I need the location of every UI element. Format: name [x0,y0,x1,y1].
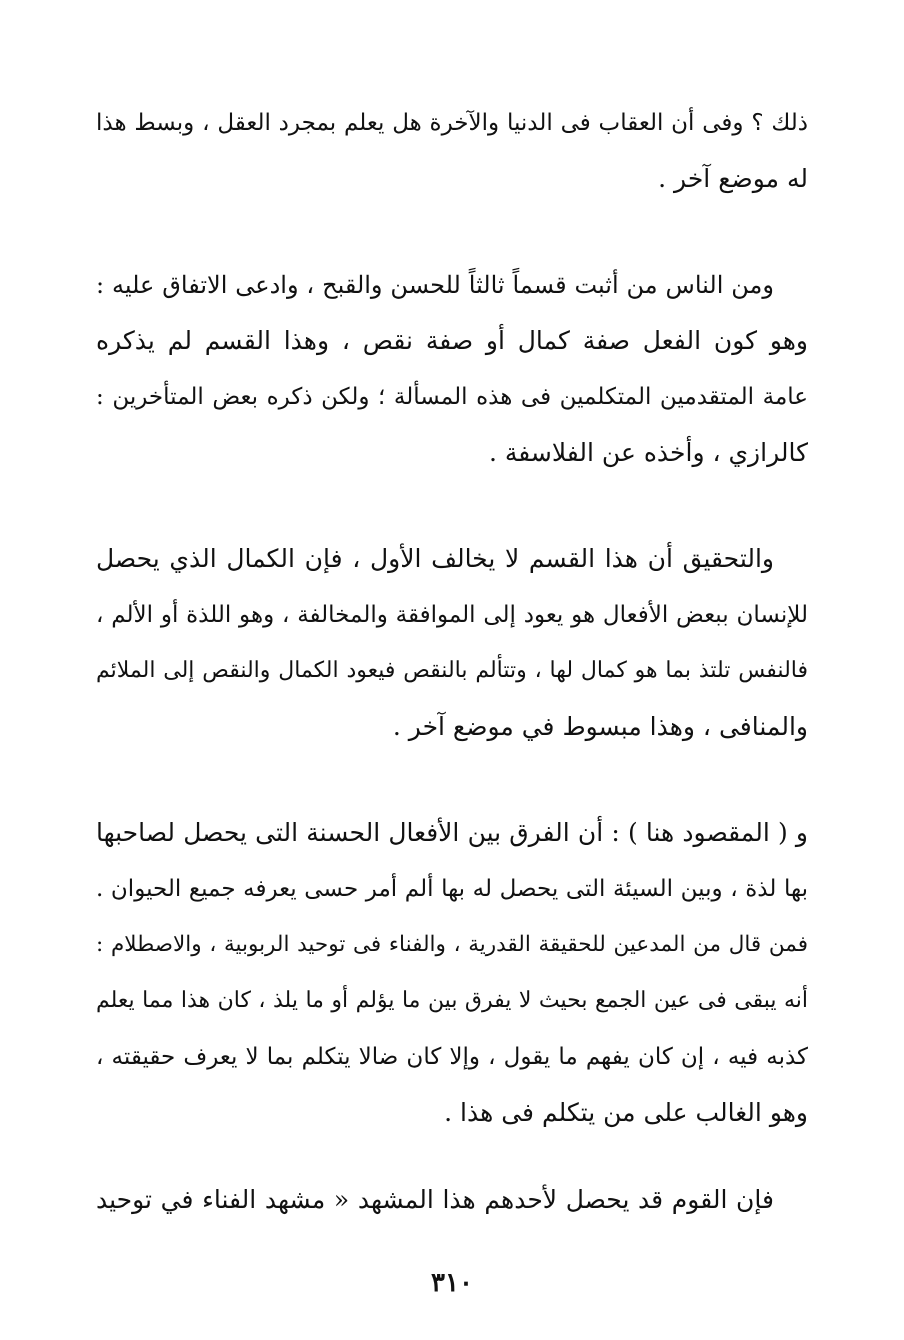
paragraph-3 [96,531,808,755]
text-line: أنه يبقى فى عين الجمع بحيث لا يفرق بين ما يؤلم أو ما يلذ ، كان هذا مما يعلم [96,988,808,1013]
text-line: و ( المقصود هنا ) : أن الفرق بين الأفعال الحسنة التى يحصل لصاحبها [96,818,808,847]
paragraph-4 [96,805,808,1141]
text-line: ومن الناس من أثبت قسماً ثالثاً للحسن والقبح ، وادعى الاتفاق عليه : [96,271,774,299]
text-line: وهو الغالب على من يتكلم فى هذا . [444,1098,808,1127]
text-line: له موضع آخر . [658,164,808,193]
text-line: والتحقيق أن هذا القسم لا يخالف الأول ، فإن الكمال الذي يحصل [96,544,774,573]
text-line: ذلك ؟ وفى أن العقاب فى الدنيا والآخرة هل يعلم بمجرد العقل ، وبسط هذا [96,110,808,136]
paragraph-1 [96,95,808,207]
text-line: فمن قال من المدعين للحقيقة القدرية ، والفناء فى توحيد الربوبية ، والاصطلام : [96,932,808,957]
text-line: والمنافى ، وهذا مبسوط في موضع آخر . [392,712,808,741]
page-number: ٣١٠ [431,1268,473,1298]
text-line: كذبه فيه ، إن كان يفهم ما يقول ، وإلا كان ضالا يتكلم بما لا يعرف حقيقته ، [96,1044,808,1070]
text-line: فالنفس تلتذ بما هو كمال لها ، وتتألم بالنقص فيعود الكمال والنقص إلى الملائم [96,658,808,683]
text-line: عامة المتقدمين المتكلمين فى هذه المسألة ؛ ولكن ذكره بعض المتأخرين : [96,384,808,410]
text-line: بها لذة ، وبين السيئة التى يحصل له بها ألم أمر حسى يعرفه جميع الحيوان . [96,876,808,902]
text-line: للإنسان ببعض الأفعال هو يعود إلى الموافقة والمخالفة ، وهو اللذة أو الألم ، [96,602,808,628]
text-line: كالرازي ، وأخذه عن الفلاسفة . [488,438,808,467]
text-line: وهو كون الفعل صفة كمال أو صفة نقص ، وهذا القسم لم يذكره [96,326,808,355]
text-line: فإن القوم قد يحصل لأحدهم هذا المشهد « مشهد الفناء في توحيد [96,1185,774,1214]
paragraph-5 [96,1172,808,1228]
paragraph-2 [96,257,808,481]
